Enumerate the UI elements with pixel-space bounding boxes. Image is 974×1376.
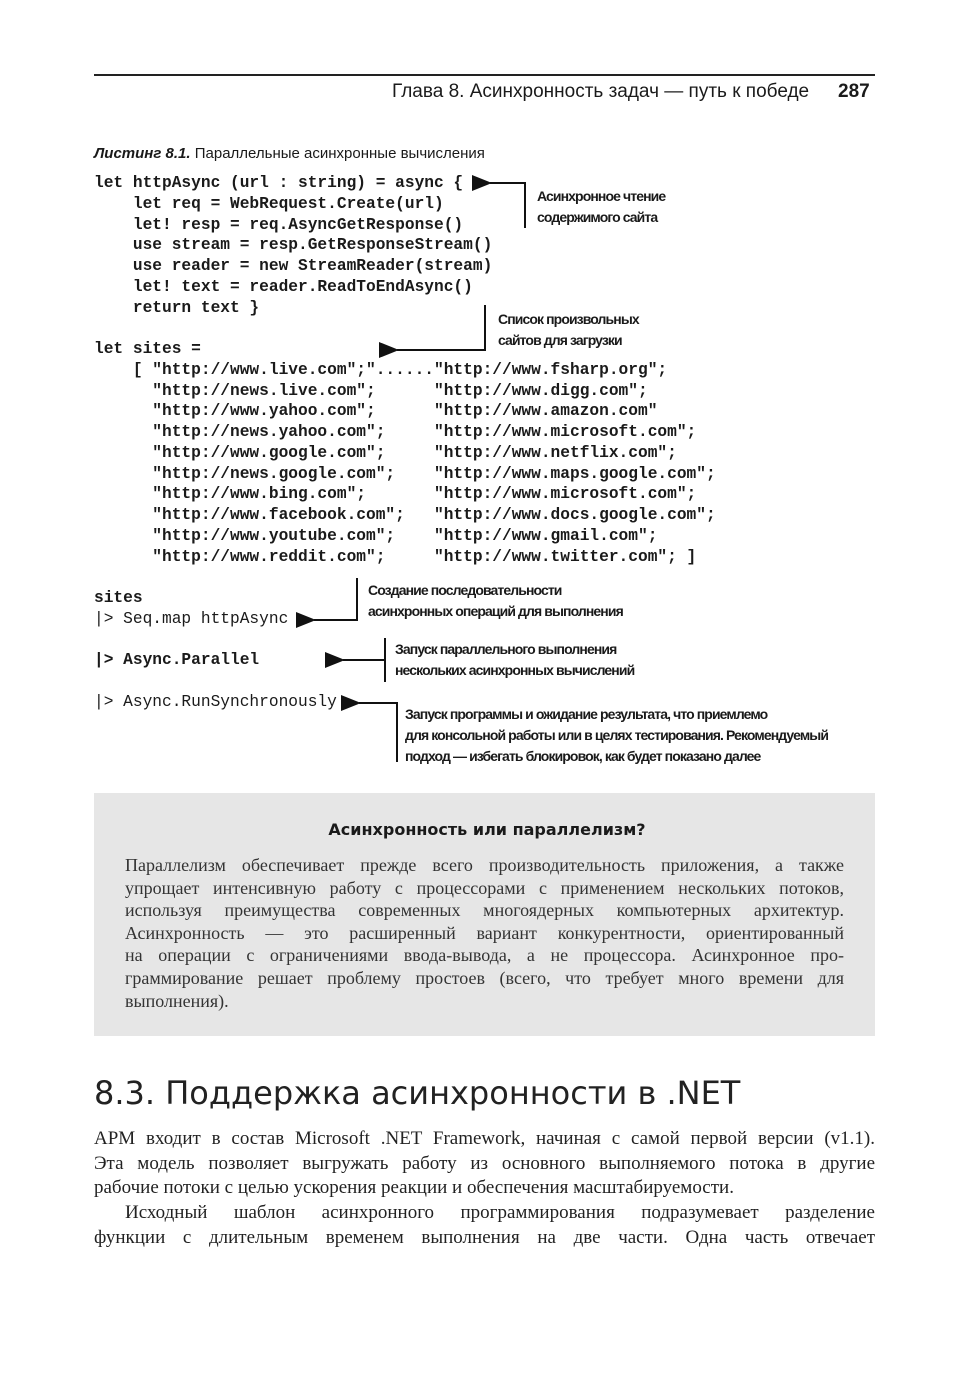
code-line: "http://news.live.com"; "http://www.digg.com";	[94, 381, 648, 400]
code-line: "http://news.google.com"; "http://www.maps.google.com";	[94, 464, 716, 483]
sidebar-line: на операции с ограничениями ввода-вывода, а не процессора. Асинхронное про-	[125, 945, 844, 966]
page-number: 287	[838, 81, 870, 102]
sidebar-line: упрощает интенсивную работу с процессорами с применением нескольких потоков,	[125, 877, 844, 898]
paragraph-line: Эта модель позволяет выгружать работу из основного выполняемого потока в другие	[94, 1152, 875, 1174]
code-line: [ "http://www.live.com";"......"http://www.fsharp.org";	[94, 360, 668, 379]
code-line: sites	[94, 589, 143, 607]
annotation-text: Список произвольных	[498, 311, 639, 327]
code-line: "http://www.yahoo.com"; "http://www.amazon.com"	[94, 402, 658, 421]
sidebar-line: граммирование решает проблему простоев (всего, что требует много времени для	[125, 968, 844, 988]
code-line: |> Async.RunSynchronously	[94, 692, 337, 711]
annotation-text: содержимого сайта	[537, 209, 658, 225]
paragraph-line: рабочие потоки с целью ускорения реакции и обеспечения масштабируемости.	[94, 1177, 734, 1198]
sidebar-line: выполнения).	[125, 990, 229, 1011]
paragraph-line: APM входит в состав Microsoft .NET Framework, начиная с самой первой версии (v1.1).	[94, 1128, 875, 1149]
annotation-text: Запуск программы и ожидание результата, что приемлемо	[405, 706, 768, 722]
code-line: let req = WebRequest.Create(url)	[94, 194, 444, 213]
code-line: |> Seq.map httpAsync	[94, 609, 289, 628]
code-line: "http://www.bing.com"; "http://www.microsoft.com";	[94, 485, 697, 504]
sidebar-line: Асинхронность — это расширенный вариант конкурентности, ориентированный	[125, 922, 844, 943]
listing-label: Листинг 8.1.	[94, 145, 191, 162]
code-line: return text }	[94, 298, 260, 317]
running-header: Глава 8. Асинхронность задач — путь к победе	[392, 81, 810, 102]
annotation-text: подход — избегать блокировок, как будет показано далее	[405, 748, 761, 764]
annotation-text: Асинхронное чтение	[537, 188, 666, 204]
code-line: "http://www.youtube.com"; "http://www.gmail.com";	[94, 526, 658, 545]
sidebar-line: используя преимущества современных многоядерных компьютерных архитектур.	[125, 900, 844, 921]
annotation-text: нескольких асинхронных вычислений	[395, 662, 635, 678]
code-line: use stream = resp.GetResponseStream()	[94, 236, 493, 255]
annotation-text: Запуск параллельного выполнения	[395, 641, 617, 657]
code-line: |> Async.Parallel	[94, 651, 260, 670]
paragraph-line: Исходный шаблон асинхронного программирования подразумевает разделение	[125, 1202, 875, 1223]
listing-title: Параллельные асинхронные вычисления	[194, 145, 485, 162]
annotation-text: сайтов для загрузки	[498, 332, 622, 348]
annotation-text: Создание последовательности	[368, 582, 562, 598]
paragraph-line: функции с длительным временем выполнения на две части. Одна часть отвечает	[94, 1226, 875, 1248]
code-line: use reader = new StreamReader(stream)	[94, 257, 493, 275]
annotation-text: для консольной работы или в целях тестирования. Рекомендуемый	[405, 727, 829, 743]
sidebar-title: Асинхронность или параллелизм?	[328, 820, 646, 839]
code-line: let! text = reader.ReadToEndAsync()	[94, 277, 473, 296]
annotation-text: асинхронных операций для выполнения	[368, 603, 623, 619]
code-line: let! resp = req.AsyncGetResponse()	[94, 215, 464, 234]
code-line: let httpAsync (url : string) = async {	[94, 174, 464, 192]
sidebar-line: Параллелизм обеспечивает прежде всего производительность приложения, а также	[125, 855, 844, 875]
code-line: "http://www.facebook.com"; "http://www.docs.google.com";	[94, 506, 716, 524]
code-line: "http://www.reddit.com"; "http://www.twitter.com"; ]	[94, 547, 697, 566]
code-line: "http://news.yahoo.com"; "http://www.microsoft.com";	[94, 423, 697, 441]
code-line: let sites =	[94, 340, 201, 358]
code-line: "http://www.google.com"; "http://www.netflix.com";	[94, 443, 677, 462]
section-heading: 8.3. Поддержка асинхронности в .NET	[94, 1074, 741, 1112]
